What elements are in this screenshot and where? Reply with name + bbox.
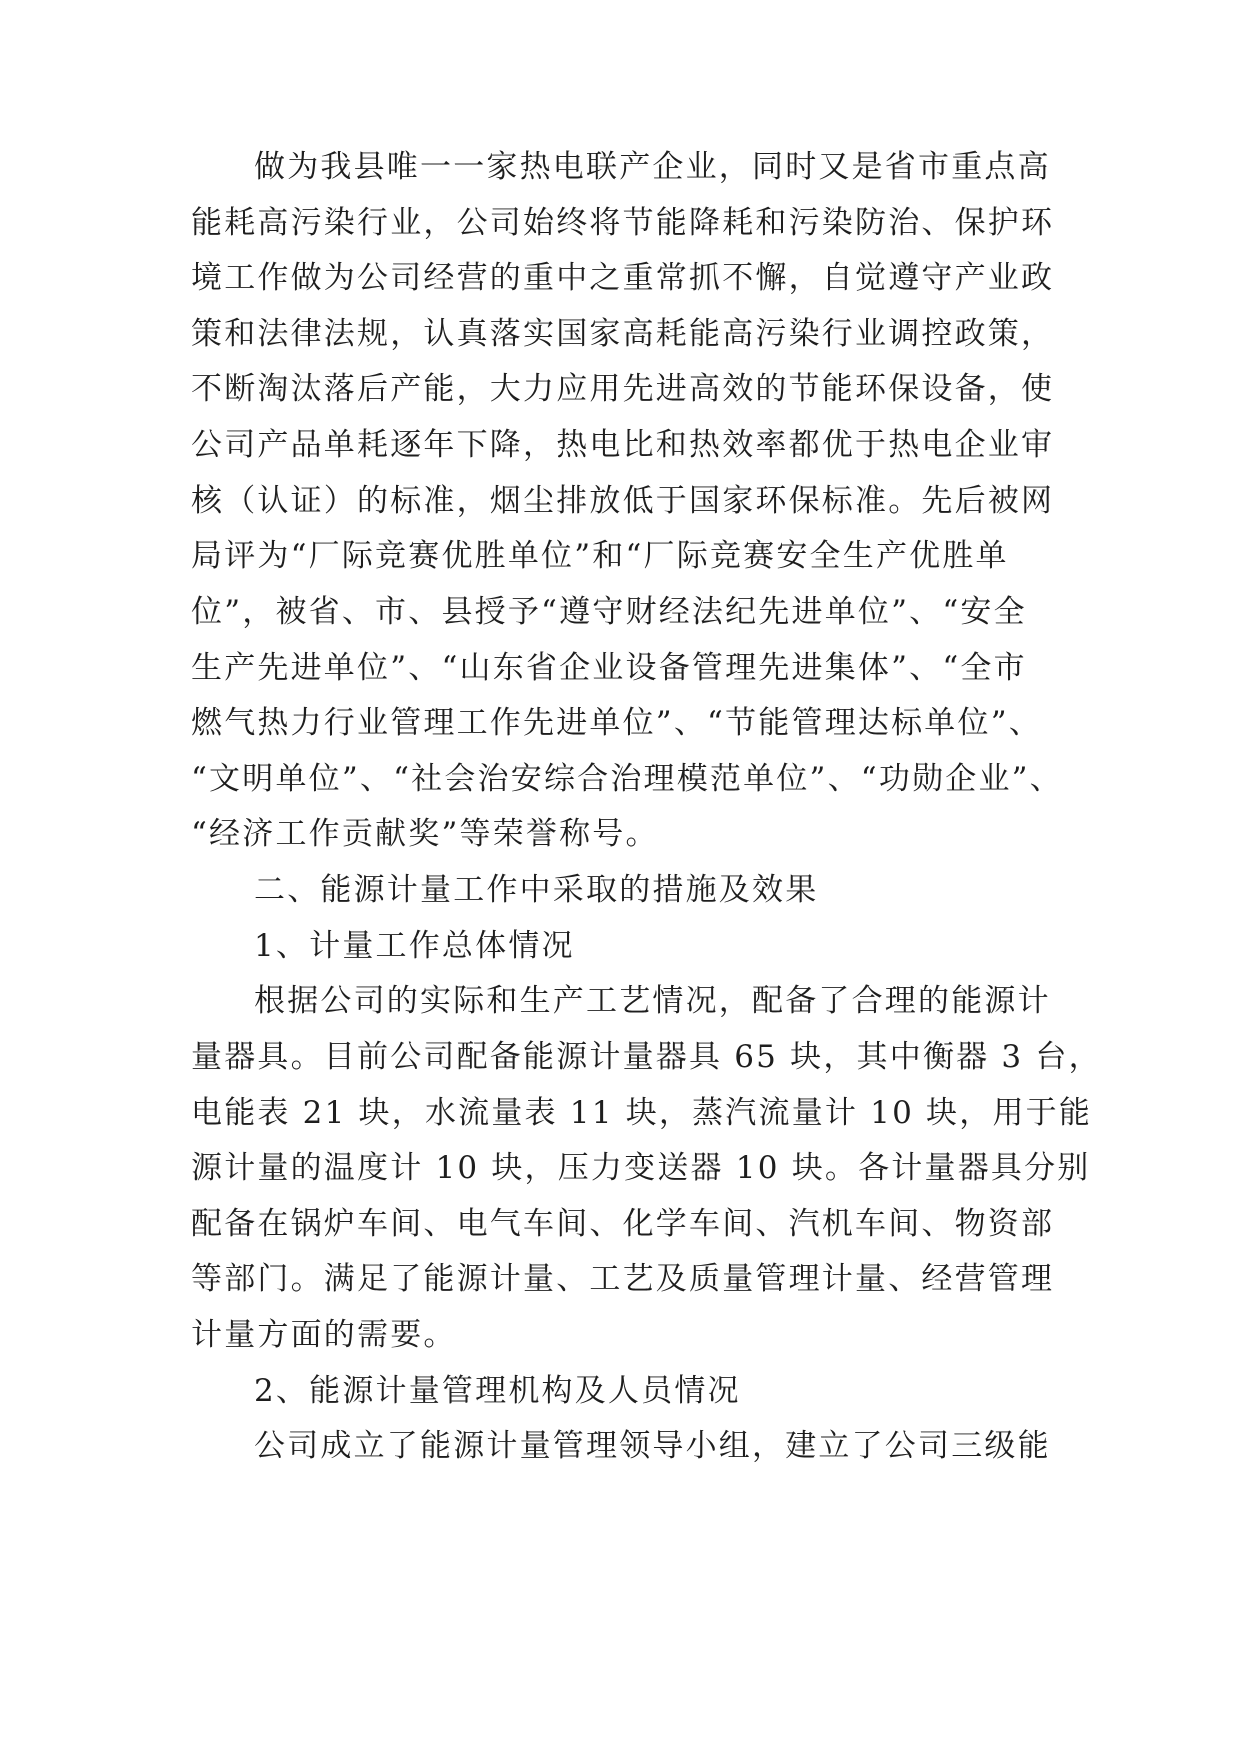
paragraph-line: 量器具。目前公司配备能源计量器具 65 块，其中衡器 3 台， (191, 1039, 1102, 1075)
paragraph-line: 能耗高污染行业，公司始终将节能降耗和污染防治、保护环 (191, 205, 1055, 241)
section-heading: 二、能源计量工作中采取的措施及效果 (254, 872, 819, 908)
subsection-heading: 2、能源计量管理机构及人员情况 (254, 1373, 741, 1409)
paragraph-line: 公司成立了能源计量管理领导小组，建立了公司三级能 (254, 1428, 1051, 1464)
paragraph-line: 等部门。满足了能源计量、工艺及质量管理计量、经营管理 (191, 1261, 1055, 1297)
paragraph-line: 核（认证）的标准，烟尘排放低于国家环保标准。先后被网 (191, 483, 1055, 519)
paragraph-line: 境工作做为公司经营的重中之重常抓不懈，自觉遵守产业政 (191, 260, 1055, 296)
subsection-heading: 1、计量工作总体情况 (254, 928, 575, 964)
paragraph-line: “经济工作贡献奖”等荣誉称号。 (191, 816, 659, 852)
paragraph-line: 策和法律法规，认真落实国家高耗能高污染行业调控政策， (191, 316, 1055, 352)
paragraph-line: 计量方面的需要。 (191, 1317, 457, 1353)
paragraph-line: 位”，被省、市、县授予“遵守财经法纪先进单位”、“安全 (191, 594, 1027, 630)
paragraph-line: 局评为“厂际竞赛优胜单位”和“厂际竞赛安全生产优胜单 (191, 538, 1009, 574)
paragraph-line: 做为我县唯一一家热电联产企业，同时又是省市重点高 (254, 149, 1051, 185)
paragraph-line: 公司产品单耗逐年下降，热电比和热效率都优于热电企业审 (191, 427, 1055, 463)
paragraph-line: “文明单位”、“社会治安综合治理模范单位”、“功勋企业”、 (191, 761, 1063, 797)
paragraph-line: 生产先进单位”、“山东省企业设备管理先进集体”、“全市 (191, 650, 1027, 686)
paragraph-line: 源计量的温度计 10 块，压力变送器 10 块。各计量器具分别 (191, 1150, 1091, 1186)
paragraph-line: 配备在锅炉车间、电气车间、化学车间、汽机车间、物资部 (191, 1206, 1055, 1242)
paragraph-line: 燃气热力行业管理工作先进单位”、“节能管理达标单位”、 (191, 705, 1042, 741)
paragraph-line: 不断淘汰落后产能，大力应用先进高效的节能环保设备，使 (191, 371, 1055, 407)
paragraph-line: 电能表 21 块，水流量表 11 块，蒸汽流量计 10 块，用于能 (191, 1095, 1093, 1131)
paragraph-line: 根据公司的实际和生产工艺情况，配备了合理的能源计 (254, 983, 1051, 1019)
